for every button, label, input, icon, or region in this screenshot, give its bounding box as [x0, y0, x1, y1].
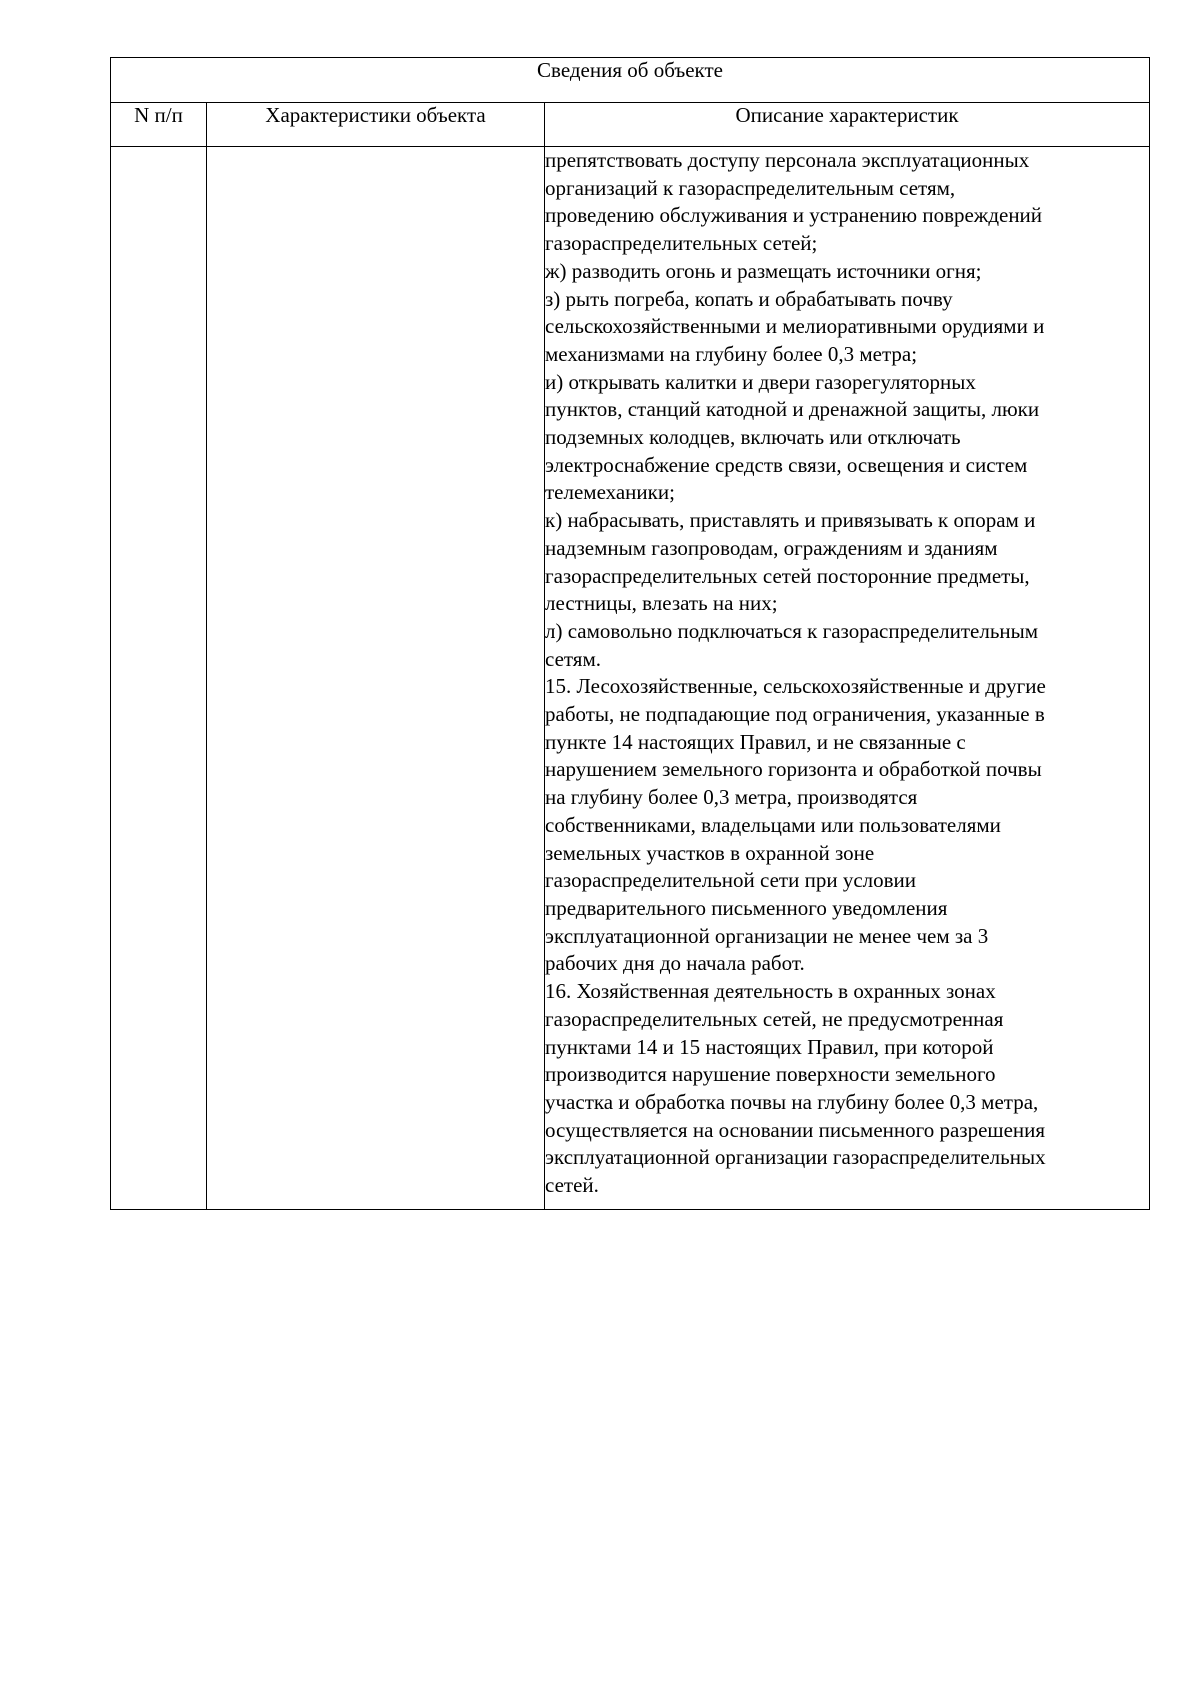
description-line: газораспределительной сети при условии	[545, 868, 917, 893]
description-line: 16. Хозяйственная деятельность в охранных зонах	[545, 979, 996, 1004]
description-line: сельскохозяйственными и мелиоративными орудиями и	[545, 314, 1045, 339]
table-caption: Сведения об объекте	[111, 58, 1150, 103]
header-description: Описание характеристик	[545, 103, 1150, 147]
description-line: к) набрасывать, приставлять и привязывать к опорам и	[545, 508, 1036, 533]
description-line: пунктами 14 и 15 настоящих Правил, при которой	[545, 1034, 994, 1059]
document-page	[110, 57, 1149, 1210]
description-line: пунктов, станций катодной и дренажной защиты, люки	[545, 397, 1040, 422]
cell-description	[545, 147, 1150, 1210]
description-line: работы, не подпадающие под ограничения, указанные в	[545, 702, 1045, 727]
description-line: проведению обслуживания и устранению повреждений	[545, 203, 1043, 228]
table-row	[111, 147, 1150, 1210]
description-line: газораспределительных сетей, не предусмотренная	[545, 1006, 1004, 1031]
description-line: ж) разводить огонь и размещать источники огня;	[545, 258, 982, 283]
description-line: надземным газопроводам, ограждениям и зданиям	[545, 535, 998, 560]
description-line: механизмами на глубину более 0,3 метра;	[545, 341, 918, 366]
description-line: земельных участков в охранной зоне	[545, 840, 875, 865]
description-line: эксплуатационной организации не менее чем за 3	[545, 923, 989, 948]
description-line: сетей.	[545, 1173, 599, 1198]
description-line: 15. Лесохозяйственные, сельскохозяйственные и другие	[545, 674, 1046, 699]
description-line: осуществляется на основании письменного разрешения	[545, 1117, 1046, 1142]
cell-number	[111, 147, 207, 1210]
header-number: N п/п	[111, 103, 207, 147]
cell-characteristic	[207, 147, 545, 1210]
description-line: пункте 14 настоящих Правил, и не связанные с	[545, 729, 966, 754]
header-characteristic: Характеристики объекта	[207, 103, 545, 147]
description-line: и) открывать калитки и двери газорегуляторных	[545, 369, 976, 394]
description-line: на глубину более 0,3 метра, производятся	[545, 785, 918, 810]
description-line: рабочих дня до начала работ.	[545, 951, 805, 976]
table-caption-row	[111, 58, 1150, 103]
description-line: нарушением земельного горизонта и обработкой почвы	[545, 757, 1042, 782]
description-line: газораспределительных сетей;	[545, 231, 818, 256]
description-line: телемеханики;	[545, 480, 675, 505]
description-line: подземных колодцев, включать или отключать	[545, 425, 961, 450]
description-line: препятствовать доступу персонала эксплуатационных	[545, 148, 1030, 172]
table-header-row	[111, 103, 1150, 147]
object-info-table	[110, 57, 1150, 1210]
description-line: з) рыть погреба, копать и обрабатывать почву	[545, 286, 953, 311]
description-line: газораспределительных сетей посторонние предметы,	[545, 563, 1030, 588]
description-line: предварительного письменного уведомления	[545, 895, 948, 920]
description-line: производится нарушение поверхности земельного	[545, 1062, 996, 1087]
description-line: электроснабжение средств связи, освещения и систем	[545, 452, 1028, 477]
description-line: л) самовольно подключаться к газораспределительным	[545, 618, 1039, 643]
description-line: участка и обработка почвы на глубину более 0,3 метра,	[545, 1089, 1039, 1114]
description-line: лестницы, влезать на них;	[545, 591, 778, 616]
description-line: сетям.	[545, 646, 601, 671]
description-line: эксплуатационной организации газораспределительных	[545, 1145, 1046, 1170]
description-line: собственниками, владельцами или пользователями	[545, 812, 1001, 837]
description-line: организаций к газораспределительным сетям,	[545, 175, 956, 200]
